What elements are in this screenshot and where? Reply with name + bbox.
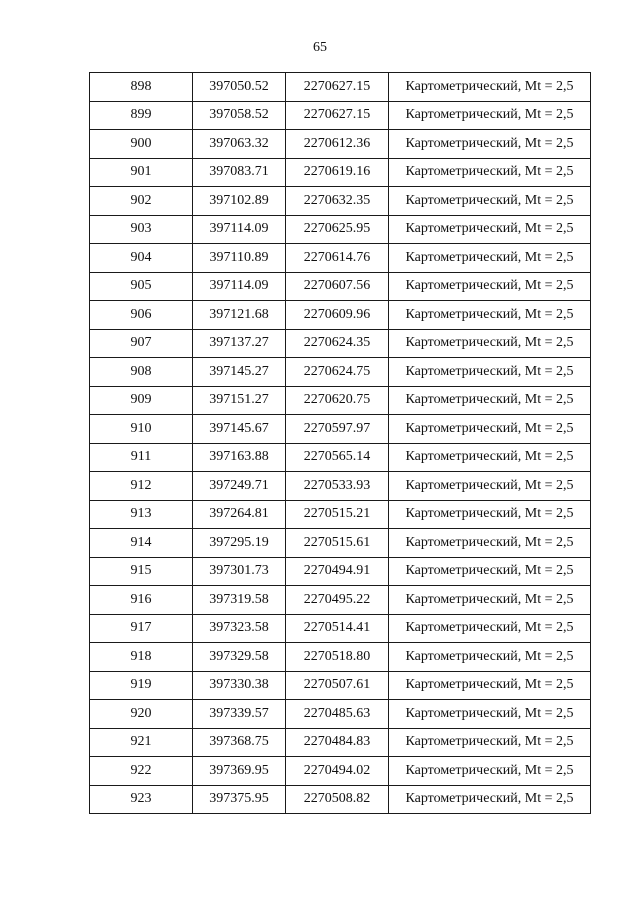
method-cell: Картометрический, Mt = 2,5: [389, 557, 591, 586]
x-coordinate-cell: 397110.89: [193, 244, 286, 273]
y-coordinate-cell: 2270485.63: [286, 700, 389, 729]
method-cell: Картометрический, Mt = 2,5: [389, 785, 591, 814]
y-coordinate-cell: 2270494.02: [286, 757, 389, 786]
y-coordinate-cell: 2270627.15: [286, 101, 389, 130]
coordinates-table-body: [90, 73, 591, 814]
table-row: [90, 73, 591, 102]
method-cell: Картометрический, Mt = 2,5: [389, 529, 591, 558]
coordinates-table: [89, 72, 591, 814]
y-coordinate-cell: 2270565.14: [286, 443, 389, 472]
method-cell: Картометрический, Mt = 2,5: [389, 73, 591, 102]
x-coordinate-cell: 397058.52: [193, 101, 286, 130]
x-coordinate-cell: 397114.09: [193, 215, 286, 244]
point-number-cell: 906: [90, 301, 193, 330]
point-number-cell: 903: [90, 215, 193, 244]
x-coordinate-cell: 397083.71: [193, 158, 286, 187]
point-number-cell: 920: [90, 700, 193, 729]
point-number-cell: 907: [90, 329, 193, 358]
x-coordinate-cell: 397050.52: [193, 73, 286, 102]
method-cell: Картометрический, Mt = 2,5: [389, 358, 591, 387]
table-row: [90, 329, 591, 358]
table-row: [90, 101, 591, 130]
y-coordinate-cell: 2270614.76: [286, 244, 389, 273]
table-row: [90, 614, 591, 643]
x-coordinate-cell: 397121.68: [193, 301, 286, 330]
table-row: [90, 272, 591, 301]
y-coordinate-cell: 2270494.91: [286, 557, 389, 586]
table-row: [90, 671, 591, 700]
table-row: [90, 500, 591, 529]
point-number-cell: 898: [90, 73, 193, 102]
x-coordinate-cell: 397330.38: [193, 671, 286, 700]
y-coordinate-cell: 2270495.22: [286, 586, 389, 615]
x-coordinate-cell: 397137.27: [193, 329, 286, 358]
point-number-cell: 921: [90, 728, 193, 757]
point-number-cell: 902: [90, 187, 193, 216]
table-row: [90, 415, 591, 444]
point-number-cell: 911: [90, 443, 193, 472]
method-cell: Картометрический, Mt = 2,5: [389, 443, 591, 472]
point-number-cell: 909: [90, 386, 193, 415]
point-number-cell: 901: [90, 158, 193, 187]
x-coordinate-cell: 397295.19: [193, 529, 286, 558]
x-coordinate-cell: 397319.58: [193, 586, 286, 615]
x-coordinate-cell: 397151.27: [193, 386, 286, 415]
method-cell: Картометрический, Mt = 2,5: [389, 614, 591, 643]
x-coordinate-cell: 397063.32: [193, 130, 286, 159]
table-row: [90, 472, 591, 501]
method-cell: Картометрический, Mt = 2,5: [389, 386, 591, 415]
table-row: [90, 244, 591, 273]
method-cell: Картометрический, Mt = 2,5: [389, 187, 591, 216]
table-row: [90, 187, 591, 216]
x-coordinate-cell: 397375.95: [193, 785, 286, 814]
x-coordinate-cell: 397249.71: [193, 472, 286, 501]
table-row: [90, 757, 591, 786]
y-coordinate-cell: 2270609.96: [286, 301, 389, 330]
y-coordinate-cell: 2270620.75: [286, 386, 389, 415]
table-row: [90, 785, 591, 814]
table-row: [90, 130, 591, 159]
point-number-cell: 905: [90, 272, 193, 301]
y-coordinate-cell: 2270619.16: [286, 158, 389, 187]
table-row: [90, 443, 591, 472]
point-number-cell: 908: [90, 358, 193, 387]
y-coordinate-cell: 2270507.61: [286, 671, 389, 700]
x-coordinate-cell: 397339.57: [193, 700, 286, 729]
method-cell: Картометрический, Mt = 2,5: [389, 244, 591, 273]
table-row: [90, 358, 591, 387]
point-number-cell: 916: [90, 586, 193, 615]
point-number-cell: 918: [90, 643, 193, 672]
method-cell: Картометрический, Mt = 2,5: [389, 130, 591, 159]
y-coordinate-cell: 2270624.35: [286, 329, 389, 358]
y-coordinate-cell: 2270625.95: [286, 215, 389, 244]
x-coordinate-cell: 397163.88: [193, 443, 286, 472]
x-coordinate-cell: 397114.09: [193, 272, 286, 301]
method-cell: Картометрический, Mt = 2,5: [389, 728, 591, 757]
x-coordinate-cell: 397145.67: [193, 415, 286, 444]
page-number: 65: [313, 40, 327, 55]
method-cell: Картометрический, Mt = 2,5: [389, 757, 591, 786]
point-number-cell: 899: [90, 101, 193, 130]
method-cell: Картометрический, Mt = 2,5: [389, 101, 591, 130]
method-cell: Картометрический, Mt = 2,5: [389, 500, 591, 529]
table-row: [90, 557, 591, 586]
point-number-cell: 910: [90, 415, 193, 444]
table-row: [90, 728, 591, 757]
x-coordinate-cell: 397329.58: [193, 643, 286, 672]
y-coordinate-cell: 2270533.93: [286, 472, 389, 501]
x-coordinate-cell: 397301.73: [193, 557, 286, 586]
table-row: [90, 386, 591, 415]
y-coordinate-cell: 2270518.80: [286, 643, 389, 672]
method-cell: Картометрический, Mt = 2,5: [389, 301, 591, 330]
y-coordinate-cell: 2270515.21: [286, 500, 389, 529]
x-coordinate-cell: 397368.75: [193, 728, 286, 757]
table-row: [90, 215, 591, 244]
table-row: [90, 586, 591, 615]
x-coordinate-cell: 397264.81: [193, 500, 286, 529]
y-coordinate-cell: 2270484.83: [286, 728, 389, 757]
table-row: [90, 643, 591, 672]
y-coordinate-cell: 2270508.82: [286, 785, 389, 814]
method-cell: Картометрический, Mt = 2,5: [389, 158, 591, 187]
y-coordinate-cell: 2270627.15: [286, 73, 389, 102]
x-coordinate-cell: 397102.89: [193, 187, 286, 216]
method-cell: Картометрический, Mt = 2,5: [389, 215, 591, 244]
method-cell: Картометрический, Mt = 2,5: [389, 472, 591, 501]
point-number-cell: 922: [90, 757, 193, 786]
point-number-cell: 912: [90, 472, 193, 501]
method-cell: Картометрический, Mt = 2,5: [389, 586, 591, 615]
y-coordinate-cell: 2270624.75: [286, 358, 389, 387]
method-cell: Картометрический, Mt = 2,5: [389, 329, 591, 358]
y-coordinate-cell: 2270632.35: [286, 187, 389, 216]
method-cell: Картометрический, Mt = 2,5: [389, 671, 591, 700]
point-number-cell: 917: [90, 614, 193, 643]
x-coordinate-cell: 397145.27: [193, 358, 286, 387]
method-cell: Картометрический, Mt = 2,5: [389, 700, 591, 729]
method-cell: Картометрический, Mt = 2,5: [389, 272, 591, 301]
table-row: [90, 700, 591, 729]
y-coordinate-cell: 2270597.97: [286, 415, 389, 444]
table-row: [90, 301, 591, 330]
point-number-cell: 904: [90, 244, 193, 273]
y-coordinate-cell: 2270612.36: [286, 130, 389, 159]
method-cell: Картометрический, Mt = 2,5: [389, 415, 591, 444]
table-row: [90, 158, 591, 187]
point-number-cell: 900: [90, 130, 193, 159]
point-number-cell: 919: [90, 671, 193, 700]
y-coordinate-cell: 2270514.41: [286, 614, 389, 643]
point-number-cell: 913: [90, 500, 193, 529]
point-number-cell: 923: [90, 785, 193, 814]
method-cell: Картометрический, Mt = 2,5: [389, 643, 591, 672]
point-number-cell: 915: [90, 557, 193, 586]
point-number-cell: 914: [90, 529, 193, 558]
x-coordinate-cell: 397323.58: [193, 614, 286, 643]
y-coordinate-cell: 2270607.56: [286, 272, 389, 301]
x-coordinate-cell: 397369.95: [193, 757, 286, 786]
table-row: [90, 529, 591, 558]
y-coordinate-cell: 2270515.61: [286, 529, 389, 558]
